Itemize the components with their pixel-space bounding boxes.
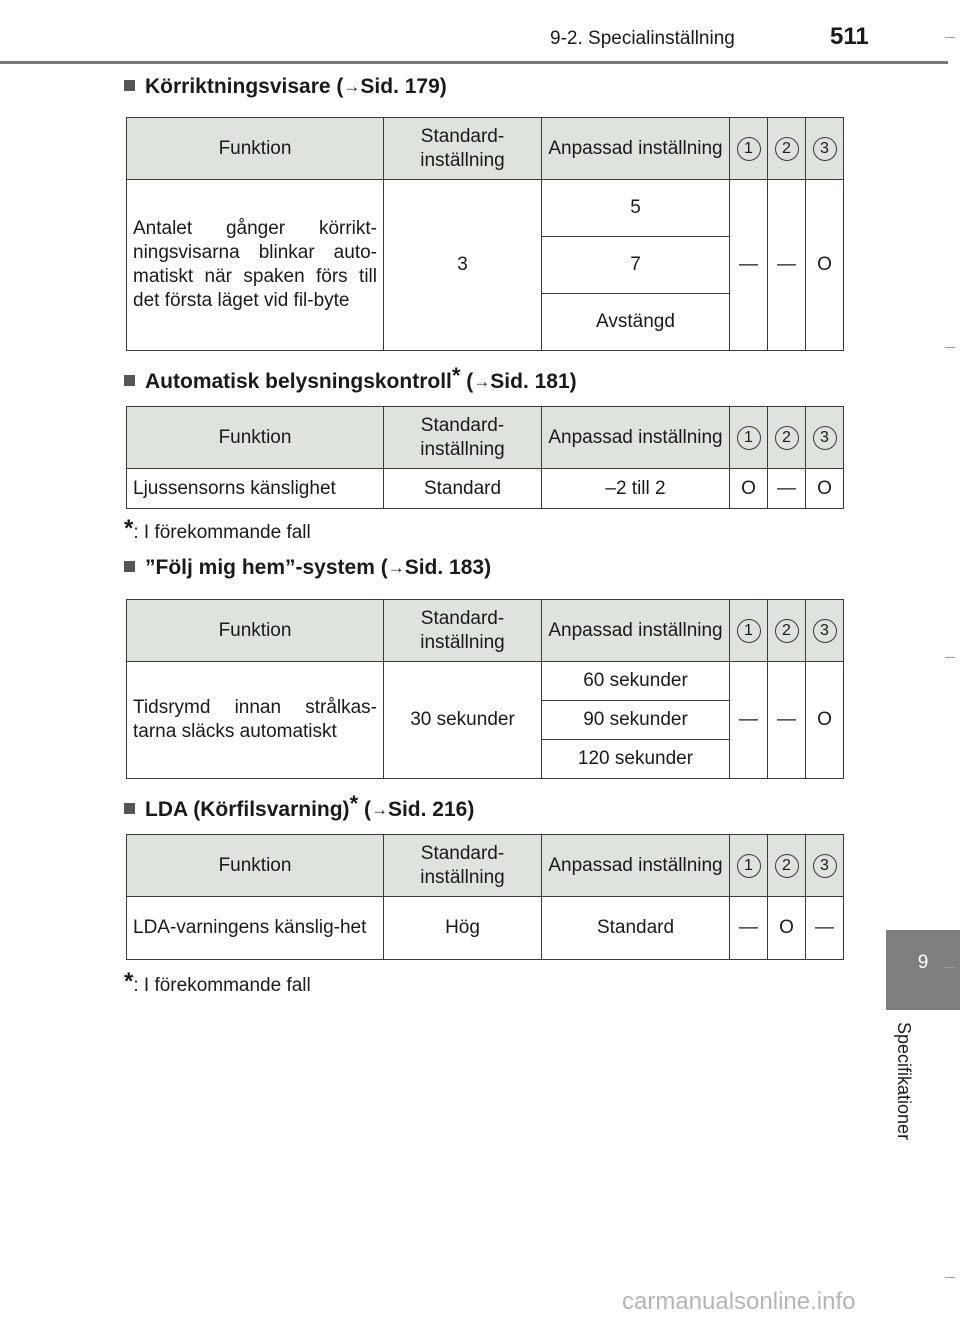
arrow-right-icon: → — [370, 800, 388, 819]
mode-1-cell: — — [730, 180, 768, 351]
footnote: *: I förekommande fall — [124, 968, 311, 996]
mode-3-cell: O — [806, 180, 844, 351]
col-mode-2 — [768, 407, 806, 469]
arrow-right-icon: → — [473, 372, 491, 391]
crop-mark — [945, 37, 955, 38]
option-cell: Avstängd — [542, 294, 730, 351]
chapter-number: 9 — [917, 952, 929, 973]
col-function: Funktion — [127, 600, 384, 662]
col-default: Standard-inställning — [384, 407, 542, 469]
default-cell: 30 sekunder — [384, 662, 542, 779]
col-mode-1 — [730, 835, 768, 897]
col-custom: Anpassad inställning — [542, 600, 730, 662]
circled-number-1-icon: 1 — [737, 619, 761, 643]
mode-2-cell: — — [768, 180, 806, 351]
heading-lda: LDA (Körfilsvarning)* (→Sid. 216) — [124, 791, 474, 822]
footnote-star: * — [349, 791, 359, 816]
col-mode-3 — [806, 835, 844, 897]
mode-2-cell: — — [768, 469, 806, 509]
function-cell: LDA-varningens känslig-het — [127, 897, 384, 960]
page-reference: Sid. 181) — [490, 370, 577, 393]
page-reference: Sid. 179) — [360, 75, 447, 98]
col-mode-1 — [730, 407, 768, 469]
circled-number-3-icon: 3 — [813, 619, 837, 643]
option-cell: Standard — [542, 897, 730, 960]
mode-3-cell: O — [806, 469, 844, 509]
table-row — [127, 180, 844, 237]
chapter-tab — [886, 930, 960, 1010]
circled-number-3-icon: 3 — [813, 137, 837, 161]
table-auto-lighting — [126, 406, 844, 509]
table-lda — [126, 834, 844, 960]
heading-auto-lighting: Automatisk belysningskontroll* (→Sid. 181) — [124, 363, 577, 394]
table-header-row — [127, 118, 844, 180]
mode-1-cell: — — [730, 897, 768, 960]
mode-2-cell: — — [768, 662, 806, 779]
function-cell: Antalet gånger körrikt-ningsvisarna blinkar auto-matiskt när spaken förs till det första läget vid fil-byte — [127, 180, 384, 351]
circled-number-2-icon: 2 — [775, 137, 799, 161]
circled-number-3-icon: 3 — [813, 426, 837, 450]
circled-number-1-icon: 1 — [737, 137, 761, 161]
table-row — [127, 469, 844, 509]
heading-follow-me-home: ”Följ mig hem”-system (→Sid. 183) — [124, 556, 491, 580]
col-mode-3 — [806, 118, 844, 180]
option-cell: –2 till 2 — [542, 469, 730, 509]
col-function: Funktion — [127, 407, 384, 469]
chapter-label: Specifikationer — [894, 1022, 914, 1141]
mode-2-cell: O — [768, 897, 806, 960]
footnote-star: * — [124, 515, 134, 542]
mode-3-cell: — — [806, 897, 844, 960]
table-header-row — [127, 407, 844, 469]
bullet-square-icon — [124, 561, 135, 572]
col-custom: Anpassad inställning — [542, 835, 730, 897]
col-mode-3 — [806, 407, 844, 469]
bullet-square-icon — [124, 80, 135, 91]
crop-mark — [945, 347, 955, 348]
crop-mark — [945, 1277, 955, 1278]
page-reference: Sid. 183) — [404, 556, 492, 579]
watermark: carmanualsonline.info — [622, 1288, 856, 1315]
default-cell: 3 — [384, 180, 542, 351]
heading-turn-signal: Körriktningsvisare (→Sid. 179) — [124, 75, 447, 99]
footnote-star: * — [451, 363, 461, 388]
table-row — [127, 662, 844, 701]
col-mode-2 — [768, 600, 806, 662]
crop-mark — [945, 967, 955, 968]
col-mode-2 — [768, 835, 806, 897]
circled-number-3-icon: 3 — [813, 854, 837, 878]
function-cell: Tidsrymd innan strålkas-tarna släcks automatiskt — [127, 662, 384, 779]
table-follow-me-home — [126, 599, 844, 779]
col-mode-1 — [730, 600, 768, 662]
option-cell: 90 sekunder — [542, 701, 730, 740]
section-title: 9-2. Specialinställning — [550, 28, 735, 49]
option-cell: 5 — [542, 180, 730, 237]
circled-number-2-icon: 2 — [775, 426, 799, 450]
arrow-right-icon: → — [343, 77, 361, 96]
page-reference: Sid. 216) — [387, 798, 475, 821]
circled-number-2-icon: 2 — [775, 619, 799, 643]
table-header-row — [127, 600, 844, 662]
col-default: Standard-inställning — [384, 118, 542, 180]
header-rule — [0, 61, 948, 64]
col-mode-1 — [730, 118, 768, 180]
crop-mark — [945, 657, 955, 658]
col-custom: Anpassad inställning — [542, 407, 730, 469]
circled-number-2-icon: 2 — [775, 854, 799, 878]
default-cell: Hög — [384, 897, 542, 960]
option-cell: 7 — [542, 237, 730, 294]
table-header-row — [127, 835, 844, 897]
option-cell: 120 sekunder — [542, 740, 730, 779]
col-mode-2 — [768, 118, 806, 180]
function-cell: Ljussensorns känslighet — [127, 469, 384, 509]
bullet-square-icon — [124, 375, 135, 386]
footnote: *: I förekommande fall — [124, 515, 311, 543]
mode-1-cell: — — [730, 662, 768, 779]
col-default: Standard-inställning — [384, 835, 542, 897]
bullet-square-icon — [124, 803, 135, 814]
table-row — [127, 897, 844, 960]
mode-3-cell: O — [806, 662, 844, 779]
circled-number-1-icon: 1 — [737, 854, 761, 878]
arrow-right-icon: → — [387, 558, 405, 577]
col-default: Standard-inställning — [384, 600, 542, 662]
col-mode-3 — [806, 600, 844, 662]
mode-1-cell: O — [730, 469, 768, 509]
col-function: Funktion — [127, 835, 384, 897]
page-number: 511 — [830, 23, 869, 50]
default-cell: Standard — [384, 469, 542, 509]
col-function: Funktion — [127, 118, 384, 180]
table-turn-signal — [126, 117, 844, 351]
footnote-star: * — [124, 968, 134, 995]
option-cell: 60 sekunder — [542, 662, 730, 701]
col-custom: Anpassad inställning — [542, 118, 730, 180]
circled-number-1-icon: 1 — [737, 426, 761, 450]
